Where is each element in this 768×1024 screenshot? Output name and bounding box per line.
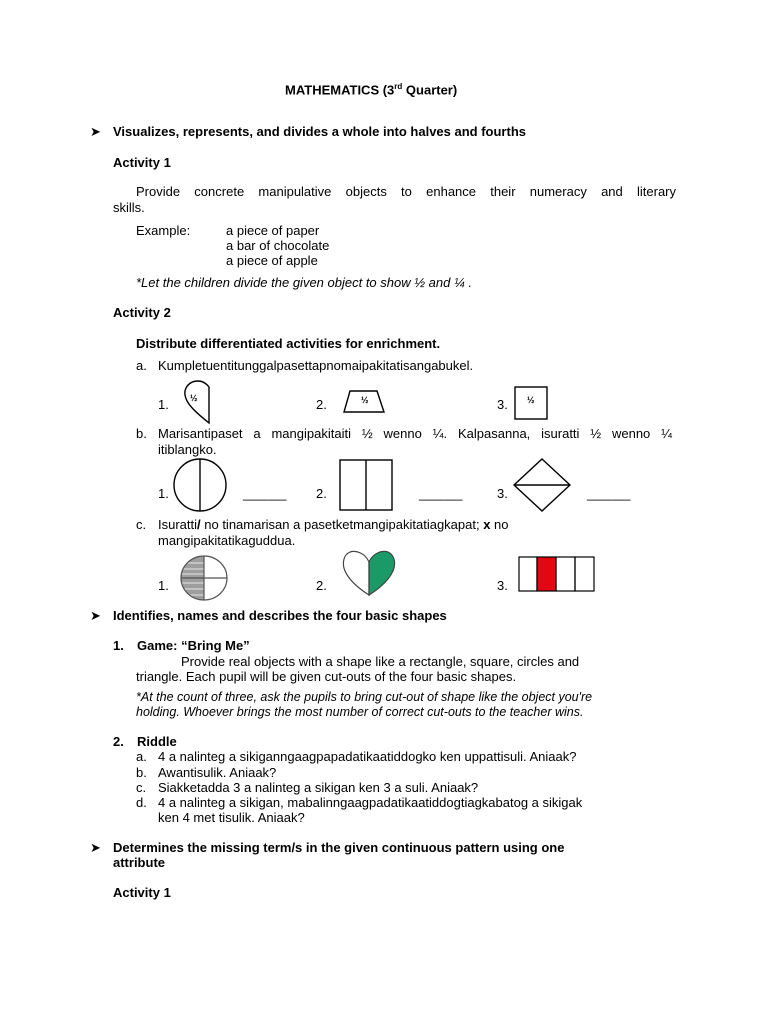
section-heading: Identifies, names and describes the four basic shapes xyxy=(113,608,447,623)
section-heading-cont: attribute xyxy=(113,855,165,870)
diamond-halves-shape xyxy=(513,458,571,512)
item-letter: a. xyxy=(136,358,147,373)
game-label: Game: “Bring Me” xyxy=(137,638,250,653)
activity-label: Activity 1 xyxy=(113,885,171,900)
game-text: Provide real objects with a shape like a rectangle, square, circles and xyxy=(181,654,580,669)
shape-number: 3. xyxy=(497,486,508,501)
item-number: 2. xyxy=(113,734,124,749)
activity-note: *Let the children divide the given object to show ½ and ¼ . xyxy=(136,275,473,290)
riddle-label: Riddle xyxy=(137,734,177,749)
riddle-text: 4 a nalinteg a sikigan, mabalinngaagpadatikaatiddogtiagkabatog a sikigak xyxy=(158,795,583,810)
activity-subheading: Distribute differentiated activities for enrichment. xyxy=(136,336,441,351)
heart-half-shaded-shape xyxy=(342,550,396,596)
riddle-text: 4 a nalinteg a sikiganngaagpapadatikaatiddogko ken uppattisuli. Aniaak? xyxy=(158,749,577,764)
activity-label: Activity 2 xyxy=(113,305,171,320)
shape-number: 1. xyxy=(158,578,169,593)
riddle-text-cont: ken 4 met tisulik. Aniaak? xyxy=(158,810,305,825)
activity-text: Provide concrete manipulative objects to enhance their numeracy and literary xyxy=(136,184,676,199)
rectangle-halves-shape xyxy=(339,459,393,511)
shape-number: 2. xyxy=(316,578,327,593)
item-number: 1. xyxy=(113,638,124,653)
game-note: *At the count of three, ask the pupils to bring cut-out of shape like the object you're xyxy=(136,690,593,704)
answer-blank[interactable]: ______ xyxy=(419,486,463,501)
half-label: ½ xyxy=(527,395,535,405)
shape-number: 1. xyxy=(158,486,169,501)
x-mark: x xyxy=(483,517,491,532)
riddle-text: Siakketadda 3 a nalinteg a sikigan ken 3 a suli. Aniaak? xyxy=(158,780,479,795)
shape-number: 2. xyxy=(316,486,327,501)
item-text: Isuratti/ no tinamarisan a pasetketmangipakitatiagkapat; x no xyxy=(158,517,509,532)
bullet-arrow-icon: ➤ xyxy=(90,608,101,623)
bar-fourths-shaded-shape xyxy=(518,556,596,592)
circle-halves-shape xyxy=(172,457,228,513)
half-heart-shape xyxy=(184,379,214,425)
section-heading: Visualizes, represents, and divides a whole into halves and fourths xyxy=(113,124,526,139)
section-heading: Determines the missing term/s in the given continuous pattern using one xyxy=(113,840,565,855)
item-letter: b. xyxy=(136,426,147,441)
check-mark: / xyxy=(197,517,201,532)
item-text: Marisantipaset a mangipakitaiti ½ wenno ¼. Kalpasanna, isuratti ½ wenno ¼ xyxy=(158,426,672,441)
bullet-arrow-icon: ➤ xyxy=(90,124,101,139)
shape-number: 2. xyxy=(316,397,327,412)
activity-text-cont: skills. xyxy=(113,200,145,215)
answer-blank[interactable]: ______ xyxy=(243,486,287,501)
example-item: a piece of paper xyxy=(226,223,320,238)
game-text-cont: triangle. Each pupil will be given cut-outs of the four basic shapes. xyxy=(136,669,517,684)
activity-label: Activity 1 xyxy=(113,155,171,170)
shape-number: 3. xyxy=(497,397,508,412)
example-label: Example: xyxy=(136,223,191,238)
item-letter: c. xyxy=(136,517,147,532)
riddle-letter: a. xyxy=(136,749,147,764)
page-title: MATHEMATICS (3rd Quarter) xyxy=(285,82,458,98)
shape-number: 3. xyxy=(497,578,508,593)
item-text-cont: itiblangko. xyxy=(158,442,217,457)
item-text-cont: mangipakitatikaguddua. xyxy=(158,533,296,548)
riddle-letter: c. xyxy=(136,780,147,795)
game-note-cont: holding. Whoever brings the most number of correct cut-outs to the teacher wins. xyxy=(136,705,584,719)
half-label: ½ xyxy=(361,395,369,405)
item-text: Kumpletuentitunggalpasettapnomaipakitatisangabukel. xyxy=(158,358,474,373)
answer-blank[interactable]: ______ xyxy=(587,486,631,501)
shape-number: 1. xyxy=(158,397,169,412)
riddle-letter: b. xyxy=(136,765,147,780)
half-label: ½ xyxy=(190,393,198,403)
riddle-text: Awantisulik. Aniaak? xyxy=(158,765,277,780)
bullet-arrow-icon: ➤ xyxy=(90,840,101,855)
riddle-letter: d. xyxy=(136,795,147,810)
example-item: a piece of apple xyxy=(226,253,318,268)
circle-fourths-shaded-shape xyxy=(180,555,228,601)
example-item: a bar of chocolate xyxy=(226,238,330,253)
